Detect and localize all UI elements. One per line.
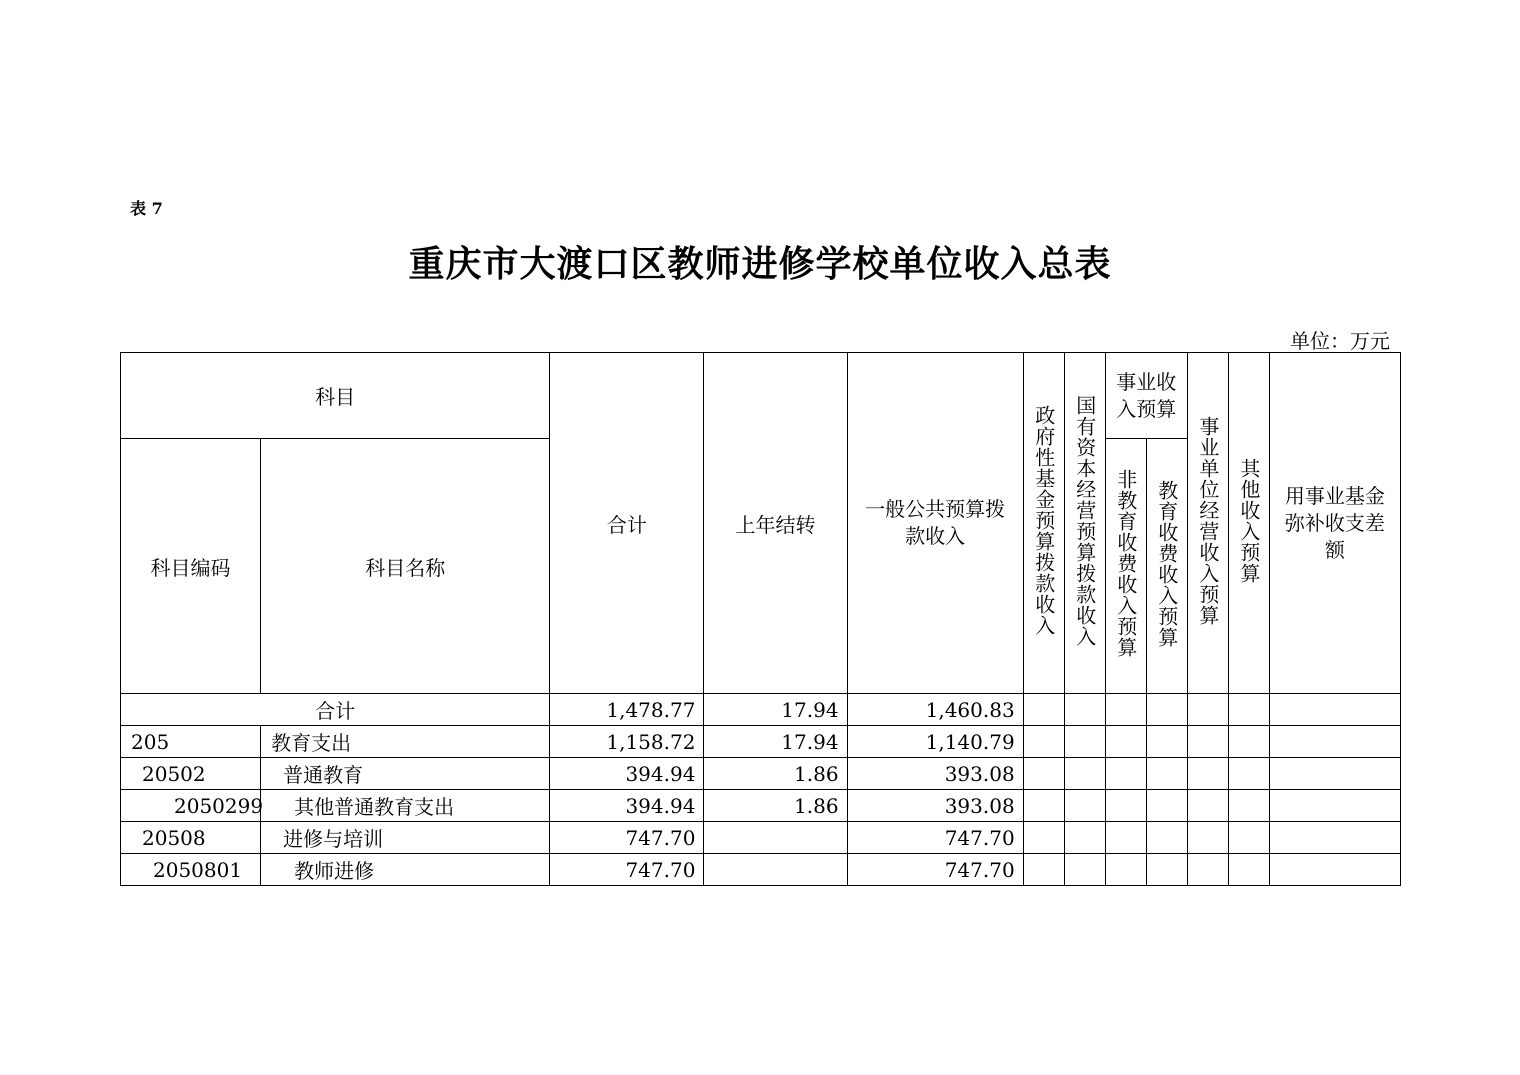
header-non-edu-fee [1105,439,1146,694]
row-code: 2050299 [121,790,261,822]
header-career-unit-label: 事业单位经营收入预算 [1195,415,1220,626]
header-general-budget-label: 一般公共预算拨款收入 [865,497,1006,548]
header-non-edu-fee-label: 非教育收费收入预算 [1113,469,1138,658]
row-code: 205 [121,726,261,758]
header-state-capital-label: 国有资本经营预算拨款收入 [1072,394,1097,647]
header-career-income-label: 事业收入预算 [1116,369,1177,421]
row-carryover [704,854,847,886]
header-carryover: 上年结转 [704,353,847,694]
row-code: 20502 [121,758,261,790]
table-row [121,790,1401,822]
header-edu-fee-label: 教育收费收入预算 [1154,479,1179,648]
table-row [121,822,1401,854]
row-total: 747.70 [550,822,704,854]
header-code: 科目编码 [121,439,261,694]
table-row [121,726,1401,758]
row-carryover: 1.86 [704,790,847,822]
table-row [121,758,1401,790]
header-career-income [1105,353,1187,439]
header-total: 合计 [550,353,704,694]
header-other-income-label: 其他收入预算 [1236,457,1261,584]
total-carryover: 17.94 [704,694,847,726]
row-name: 普通教育 [261,758,550,790]
header-gov-fund [1023,353,1064,694]
row-code: 20508 [121,822,261,854]
row-name: 教师进修 [261,854,550,886]
row-carryover [704,822,847,854]
table-number: 表 7 [130,199,163,218]
header-other-income [1228,353,1269,694]
header-general-budget [847,353,1023,694]
row-total: 394.94 [550,790,704,822]
table-row [121,854,1401,886]
header-fund-compensate [1269,353,1400,694]
row-general: 393.08 [847,790,1023,822]
row-carryover: 1.86 [704,758,847,790]
row-code: 2050801 [121,854,261,886]
income-table [120,352,1401,886]
row-name: 进修与培训 [261,822,550,854]
header-subject: 科目 [121,353,550,439]
total-general: 1,460.83 [847,694,1023,726]
row-general: 747.70 [847,822,1023,854]
total-row [121,694,1401,726]
row-name: 其他普通教育支出 [261,790,550,822]
row-total: 394.94 [550,758,704,790]
page-title: 重庆市大渡口区教师进修学校单位收入总表 [408,243,1112,285]
unit-label: 单位：万元 [1290,329,1390,353]
total-label: 合计 [121,694,550,726]
header-gov-fund-label: 政府性基金预算拨款收入 [1031,405,1056,636]
row-general: 747.70 [847,854,1023,886]
header-edu-fee [1146,439,1187,694]
row-general: 393.08 [847,758,1023,790]
header-name: 科目名称 [261,439,550,694]
row-name: 教育支出 [261,726,550,758]
row-general: 1,140.79 [847,726,1023,758]
row-total: 747.70 [550,854,704,886]
header-state-capital [1064,353,1105,694]
header-career-unit [1187,353,1228,694]
row-carryover: 17.94 [704,726,847,758]
header-fund-compensate-label: 用事业基金弥补收支差额 [1284,483,1385,562]
total-amount: 1,478.77 [550,694,704,726]
row-total: 1,158.72 [550,726,704,758]
